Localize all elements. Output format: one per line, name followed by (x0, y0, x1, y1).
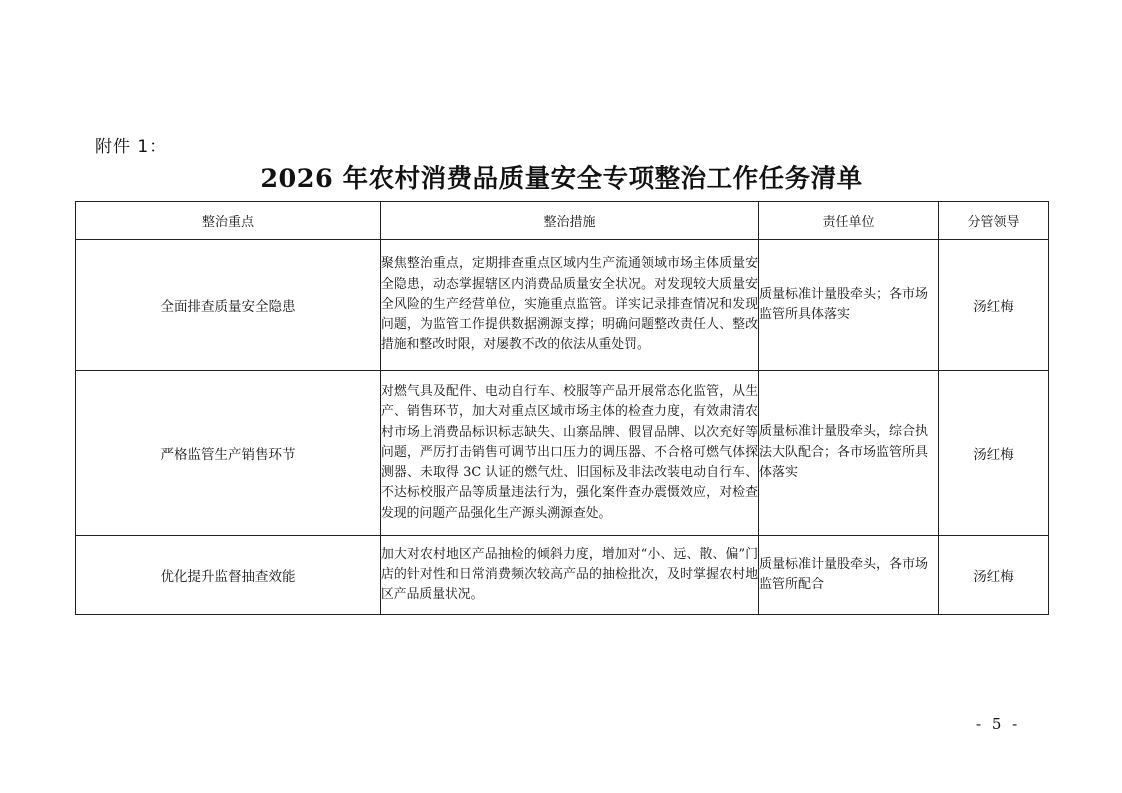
cell-leader: 汤红梅 (939, 371, 1049, 536)
cell-responsible-unit: 质量标准计量股牵头，各市场监管所配合 (759, 536, 939, 615)
cell-focus: 严格监管生产销售环节 (76, 371, 381, 536)
cell-responsible-unit: 质量标准计量股牵头；各市场监管所具体落实 (759, 240, 939, 371)
table-row (76, 240, 1049, 371)
header-measures: 整治措施 (381, 202, 759, 240)
cell-measures: 加大对农村地区产品抽检的倾斜力度，增加对“小、远、散、偏”门店的针对性和日常消费频次较高产品的抽检批次，及时掌握农村地区产品质量状况。 (381, 536, 759, 615)
task-list-table (75, 201, 1049, 615)
header-focus: 整治重点 (76, 202, 381, 240)
attachment-label: 附件 1： (95, 137, 168, 157)
document-title: 2026 年农村消费品质量安全专项整治工作任务清单 (260, 164, 863, 194)
table-row (76, 536, 1049, 615)
page-number: - 5 - (976, 715, 1021, 733)
table-row (76, 371, 1049, 536)
cell-measures: 聚焦整治重点，定期排查重点区域内生产流通领域市场主体质量安全隐患，动态掌握辖区内消费品质量安全状况。对发现较大质量安全风险的生产经营单位，实施重点监管。详实记录排查情况和发现问题，为监管工作提供数据溯源支撑；明确问题整改责任人、整改措施和整改时限，对屡教不改的依法从重处罚。 (381, 240, 759, 371)
cell-focus: 全面排查质量安全隐患 (76, 240, 381, 371)
cell-measures: 对燃气具及配件、电动自行车、校服等产品开展常态化监管，从生产、销售环节，加大对重点区域市场主体的检查力度，有效肃清农村市场上消费品标识标志缺失、山寨品牌、假冒品牌、以次充好等问题，严厉打击销售可调节出口压力的调压器、不合格可燃气体探测器、未取得 3C 认证的燃气灶、旧国标及非法改装电动自行车、不达标校服产品等质量违法行为，强化案件查办震慑效应，对检查发现的问题产品强化生产源头溯源查处。 (381, 371, 759, 536)
cell-leader: 汤红梅 (939, 240, 1049, 371)
table-header-row (76, 202, 1049, 240)
cell-responsible-unit: 质量标准计量股牵头，综合执法大队配合；各市场监管所具体落实 (759, 371, 939, 536)
cell-leader: 汤红梅 (939, 536, 1049, 615)
cell-focus: 优化提升监督抽查效能 (76, 536, 381, 615)
header-leader: 分管领导 (939, 202, 1049, 240)
header-responsible-unit: 责任单位 (759, 202, 939, 240)
